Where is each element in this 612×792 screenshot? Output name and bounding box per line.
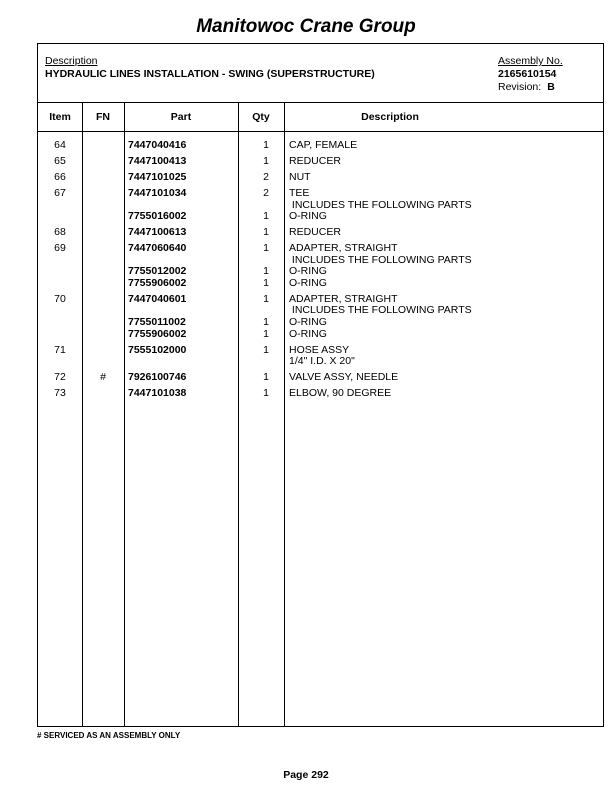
cell-qty: 1 <box>263 327 269 340</box>
cell-description: HOSE ASSY <box>289 343 350 356</box>
column-header-fn: FN <box>96 111 110 123</box>
column-header-part: Part <box>170 111 192 123</box>
column-header-divider <box>38 131 603 132</box>
cell-qty: 1 <box>263 343 269 356</box>
cell-qty: 1 <box>263 210 269 223</box>
table-row-line <box>38 293 603 305</box>
table-row-line <box>38 139 603 151</box>
table-row-line <box>38 187 603 199</box>
cell-item: 64 <box>54 139 66 151</box>
cell-description: CAP, FEMALE <box>289 139 358 151</box>
revision-line <box>498 81 555 93</box>
cell-part: 7755016002 <box>128 210 187 223</box>
cell-item: 65 <box>54 154 66 167</box>
parts-table-body <box>38 139 603 403</box>
table-row-line <box>38 199 603 211</box>
cell-part: 7447101038 <box>128 387 187 400</box>
cell-part: 7447101034 <box>128 186 187 199</box>
cell-qty: 1 <box>263 276 269 289</box>
column-header-qty: Qty <box>252 111 270 123</box>
cell-description: REDUCER <box>289 154 341 167</box>
cell-qty: 1 <box>263 387 269 400</box>
cell-description: ELBOW, 90 DEGREE <box>289 387 392 400</box>
table-row-line <box>38 344 603 356</box>
cell-item: 67 <box>54 186 66 199</box>
cell-description: O-RING <box>289 265 327 278</box>
cell-description: O-RING <box>289 276 327 289</box>
cell-part: 7447040416 <box>128 139 187 151</box>
assembly-number-label: Assembly No. <box>498 55 563 67</box>
table-row-line <box>38 316 603 328</box>
cell-item: 66 <box>54 170 66 183</box>
cell-description: INCLUDES THE FOLLOWING PARTS <box>289 198 472 211</box>
footnote: # SERVICED AS AN ASSEMBLY ONLY <box>37 731 181 740</box>
cell-description: INCLUDES THE FOLLOWING PARTS <box>289 304 472 317</box>
table-row-line <box>38 210 603 222</box>
cell-part: 7555102000 <box>128 343 187 356</box>
cell-description: 1/4" I.D. X 20" <box>289 355 355 368</box>
page-number: Page 292 <box>283 769 329 781</box>
table-row <box>38 387 603 399</box>
cell-description: REDUCER <box>289 226 341 239</box>
cell-item: 69 <box>54 242 66 255</box>
cell-item: 70 <box>54 292 66 305</box>
cell-part: 7447101025 <box>128 170 187 183</box>
cell-qty: 1 <box>263 154 269 167</box>
cell-qty: 2 <box>263 186 269 199</box>
table-row <box>38 242 603 288</box>
table-row <box>38 371 603 383</box>
table-row <box>38 139 603 151</box>
cell-item: 68 <box>54 226 66 239</box>
cell-description: O-RING <box>289 327 327 340</box>
cell-description: ADAPTER, STRAIGHT <box>289 242 398 255</box>
cell-part: 7447100613 <box>128 226 187 239</box>
table-row <box>38 293 603 339</box>
cell-description: TEE <box>289 186 310 199</box>
table-row <box>38 155 603 167</box>
assembly-number: 2165610154 <box>498 68 557 80</box>
table-row-line <box>38 328 603 340</box>
table-row <box>38 344 603 367</box>
table-row-line <box>38 242 603 254</box>
table-row-line <box>38 304 603 316</box>
cell-description: INCLUDES THE FOLLOWING PARTS <box>289 253 472 266</box>
assembly-title: HYDRAULIC LINES INSTALLATION - SWING (SUPERSTRUCTURE) <box>45 68 375 80</box>
cell-description: VALVE ASSY, NEEDLE <box>289 371 399 384</box>
table-row-line <box>38 371 603 383</box>
cell-description: O-RING <box>289 210 327 223</box>
column-header-item: Item <box>49 111 71 123</box>
cell-qty: 1 <box>263 371 269 384</box>
cell-part: 7755906002 <box>128 276 187 289</box>
cell-item: 73 <box>54 387 66 400</box>
cell-part: 7447100413 <box>128 154 187 167</box>
cell-description: ADAPTER, STRAIGHT <box>289 292 398 305</box>
table-row <box>38 187 603 222</box>
cell-item: 72 <box>54 371 66 384</box>
cell-qty: 1 <box>263 242 269 255</box>
table-row-line <box>38 355 603 367</box>
table-row-line <box>38 171 603 183</box>
cell-qty: 1 <box>263 292 269 305</box>
cell-part: 7447040601 <box>128 292 187 305</box>
table-row-line <box>38 277 603 289</box>
table-row-line <box>38 265 603 277</box>
header-divider <box>38 102 603 103</box>
cell-qty: 1 <box>263 139 269 151</box>
cell-description: O-RING <box>289 316 327 329</box>
cell-part: 7447060640 <box>128 242 187 255</box>
cell-description: NUT <box>289 170 311 183</box>
cell-part: 7926100746 <box>128 371 187 384</box>
table-row <box>38 226 603 238</box>
cell-qty: 2 <box>263 170 269 183</box>
table-row-line <box>38 226 603 238</box>
cell-part: 7755011002 <box>128 316 186 329</box>
revision-label: Revision: <box>498 81 542 93</box>
cell-part: 7755906002 <box>128 327 187 340</box>
company-brand-title: Manitowoc Crane Group <box>196 16 416 37</box>
table-row-line <box>38 254 603 266</box>
revision-value: B <box>547 81 555 93</box>
cell-fn: # <box>100 371 106 384</box>
parts-list-frame <box>37 43 604 727</box>
column-header-description: Description <box>361 111 419 123</box>
table-row <box>38 171 603 183</box>
cell-qty: 1 <box>263 226 269 239</box>
cell-item: 71 <box>54 343 66 356</box>
cell-qty: 1 <box>263 265 269 278</box>
cell-qty: 1 <box>263 316 269 329</box>
description-label: Description <box>45 55 98 67</box>
table-row-line <box>38 155 603 167</box>
cell-part: 7755012002 <box>128 265 187 278</box>
table-row-line <box>38 387 603 399</box>
